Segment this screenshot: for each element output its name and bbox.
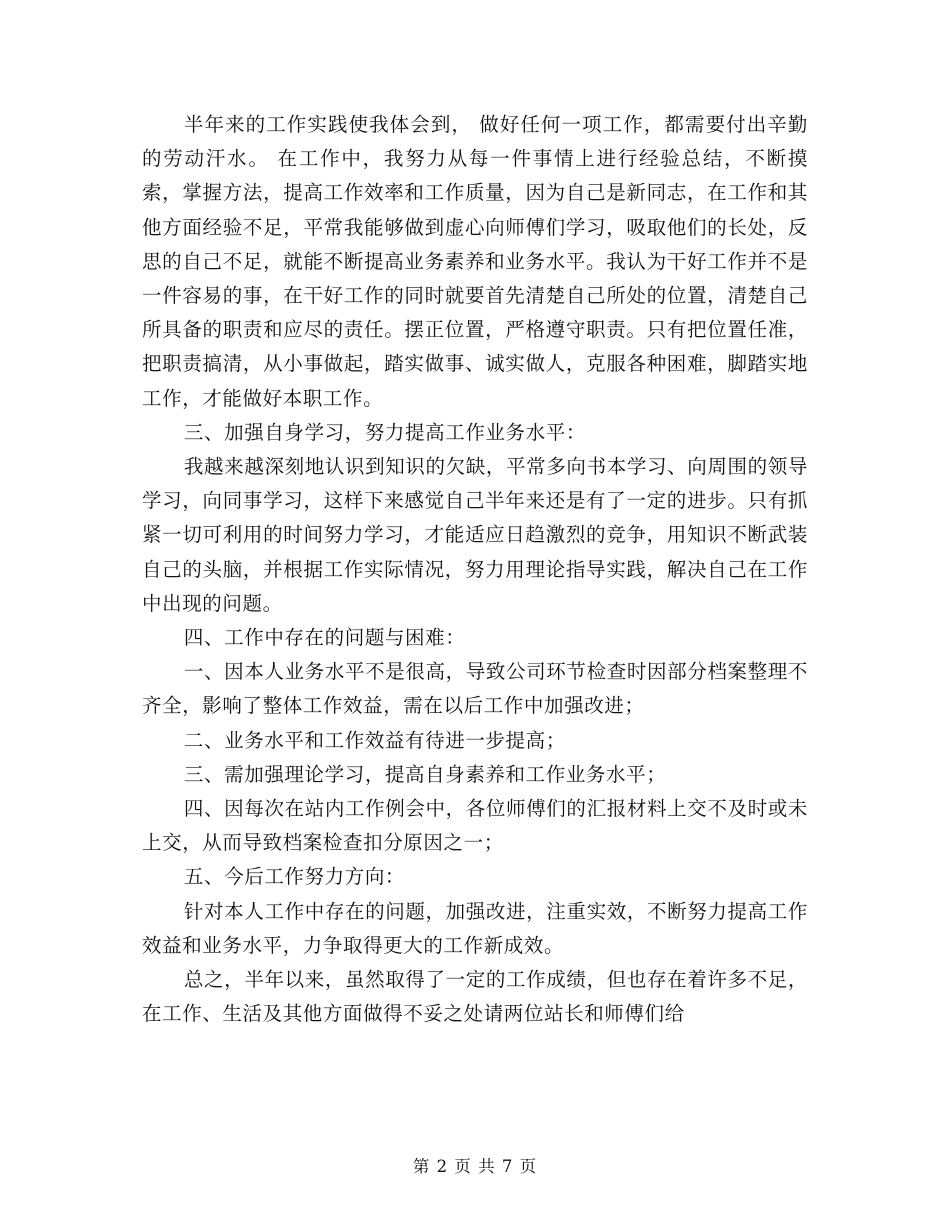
problem-item-1: 一、因本人业务水平不是很高，导致公司环节检查时因部分档案整理不齐全，影响了整体工作效益，需在以后工作中加强改进； xyxy=(142,660,808,718)
paragraph-work-experience: 半年来的工作实践使我体会到， 做好任何一项工作，都需要付出辛勤的劳动汗水。 在工作中，我努力从每一件事情上进行经验总结，不断摸索，掌握方法，提高工作效率和工作质量，因为自己是新同志，在工作和其他方面经验不足，平常我能够做到虚心向师傅们学习，吸取他们的长处，反思的自己不足，就能不断提高业务素养和业务水平。我认为干好工作并不是一件容易的事，在干好工作的同时就要首先清楚自己所处的位置，清楚自己所具备的职责和应尽的责任。摆正位置，严格遵守职责。只有把位置任准，把职责搞清，从小事做起，踏实做事、诚实做人，克服各种困难，脚踏实地工作，才能做好本职工作。 xyxy=(142,113,808,410)
section-heading-problems: 四、工作中存在的问题与困难： xyxy=(183,626,466,650)
problem-item-4: 四、因每次在站内工作例会中，各位师傅们的汇报材料上交不及时或未上交，从而导致档案检查扣分原因之一； xyxy=(142,797,808,855)
problem-item-2: 二、业务水平和工作效益有待进一步提高； xyxy=(183,728,566,752)
section-heading-future-direction: 五、今后工作努力方向： xyxy=(183,865,406,889)
problem-item-3: 三、需加强理论学习，提高自身素养和工作业务水平； xyxy=(183,762,667,786)
paragraph-future-direction: 针对本人工作中存在的问题，加强改进，注重实效，不断努力提高工作效益和业务水平，力争取得更大的工作新成效。 xyxy=(142,899,808,957)
page-number-footer: 第 2 页 共 7 页 xyxy=(412,1157,538,1176)
section-heading-self-study: 三、加强自身学习，努力提高工作业务水平： xyxy=(183,420,586,444)
paragraph-conclusion: 总之，半年以来，虽然取得了一定的工作成绩，但也存在着许多不足，在工作、生活及其他方面做得不妥之处请两位站长和师傅们给 xyxy=(142,968,808,1026)
paragraph-self-study: 我越来越深刻地认识到知识的欠缺，平常多向书本学习、向周围的领导学习，向同事学习，这样下来感觉自己半年来还是有了一定的进步。只有抓紧一切可利用的时间努力学习，才能适应日趋激烈的竞争，用知识不断武装自己的头脑，并根据工作实际情况，努力用理论指导实践，解决自己在工作中出现的问题。 xyxy=(142,455,808,615)
document-body xyxy=(142,108,808,1031)
